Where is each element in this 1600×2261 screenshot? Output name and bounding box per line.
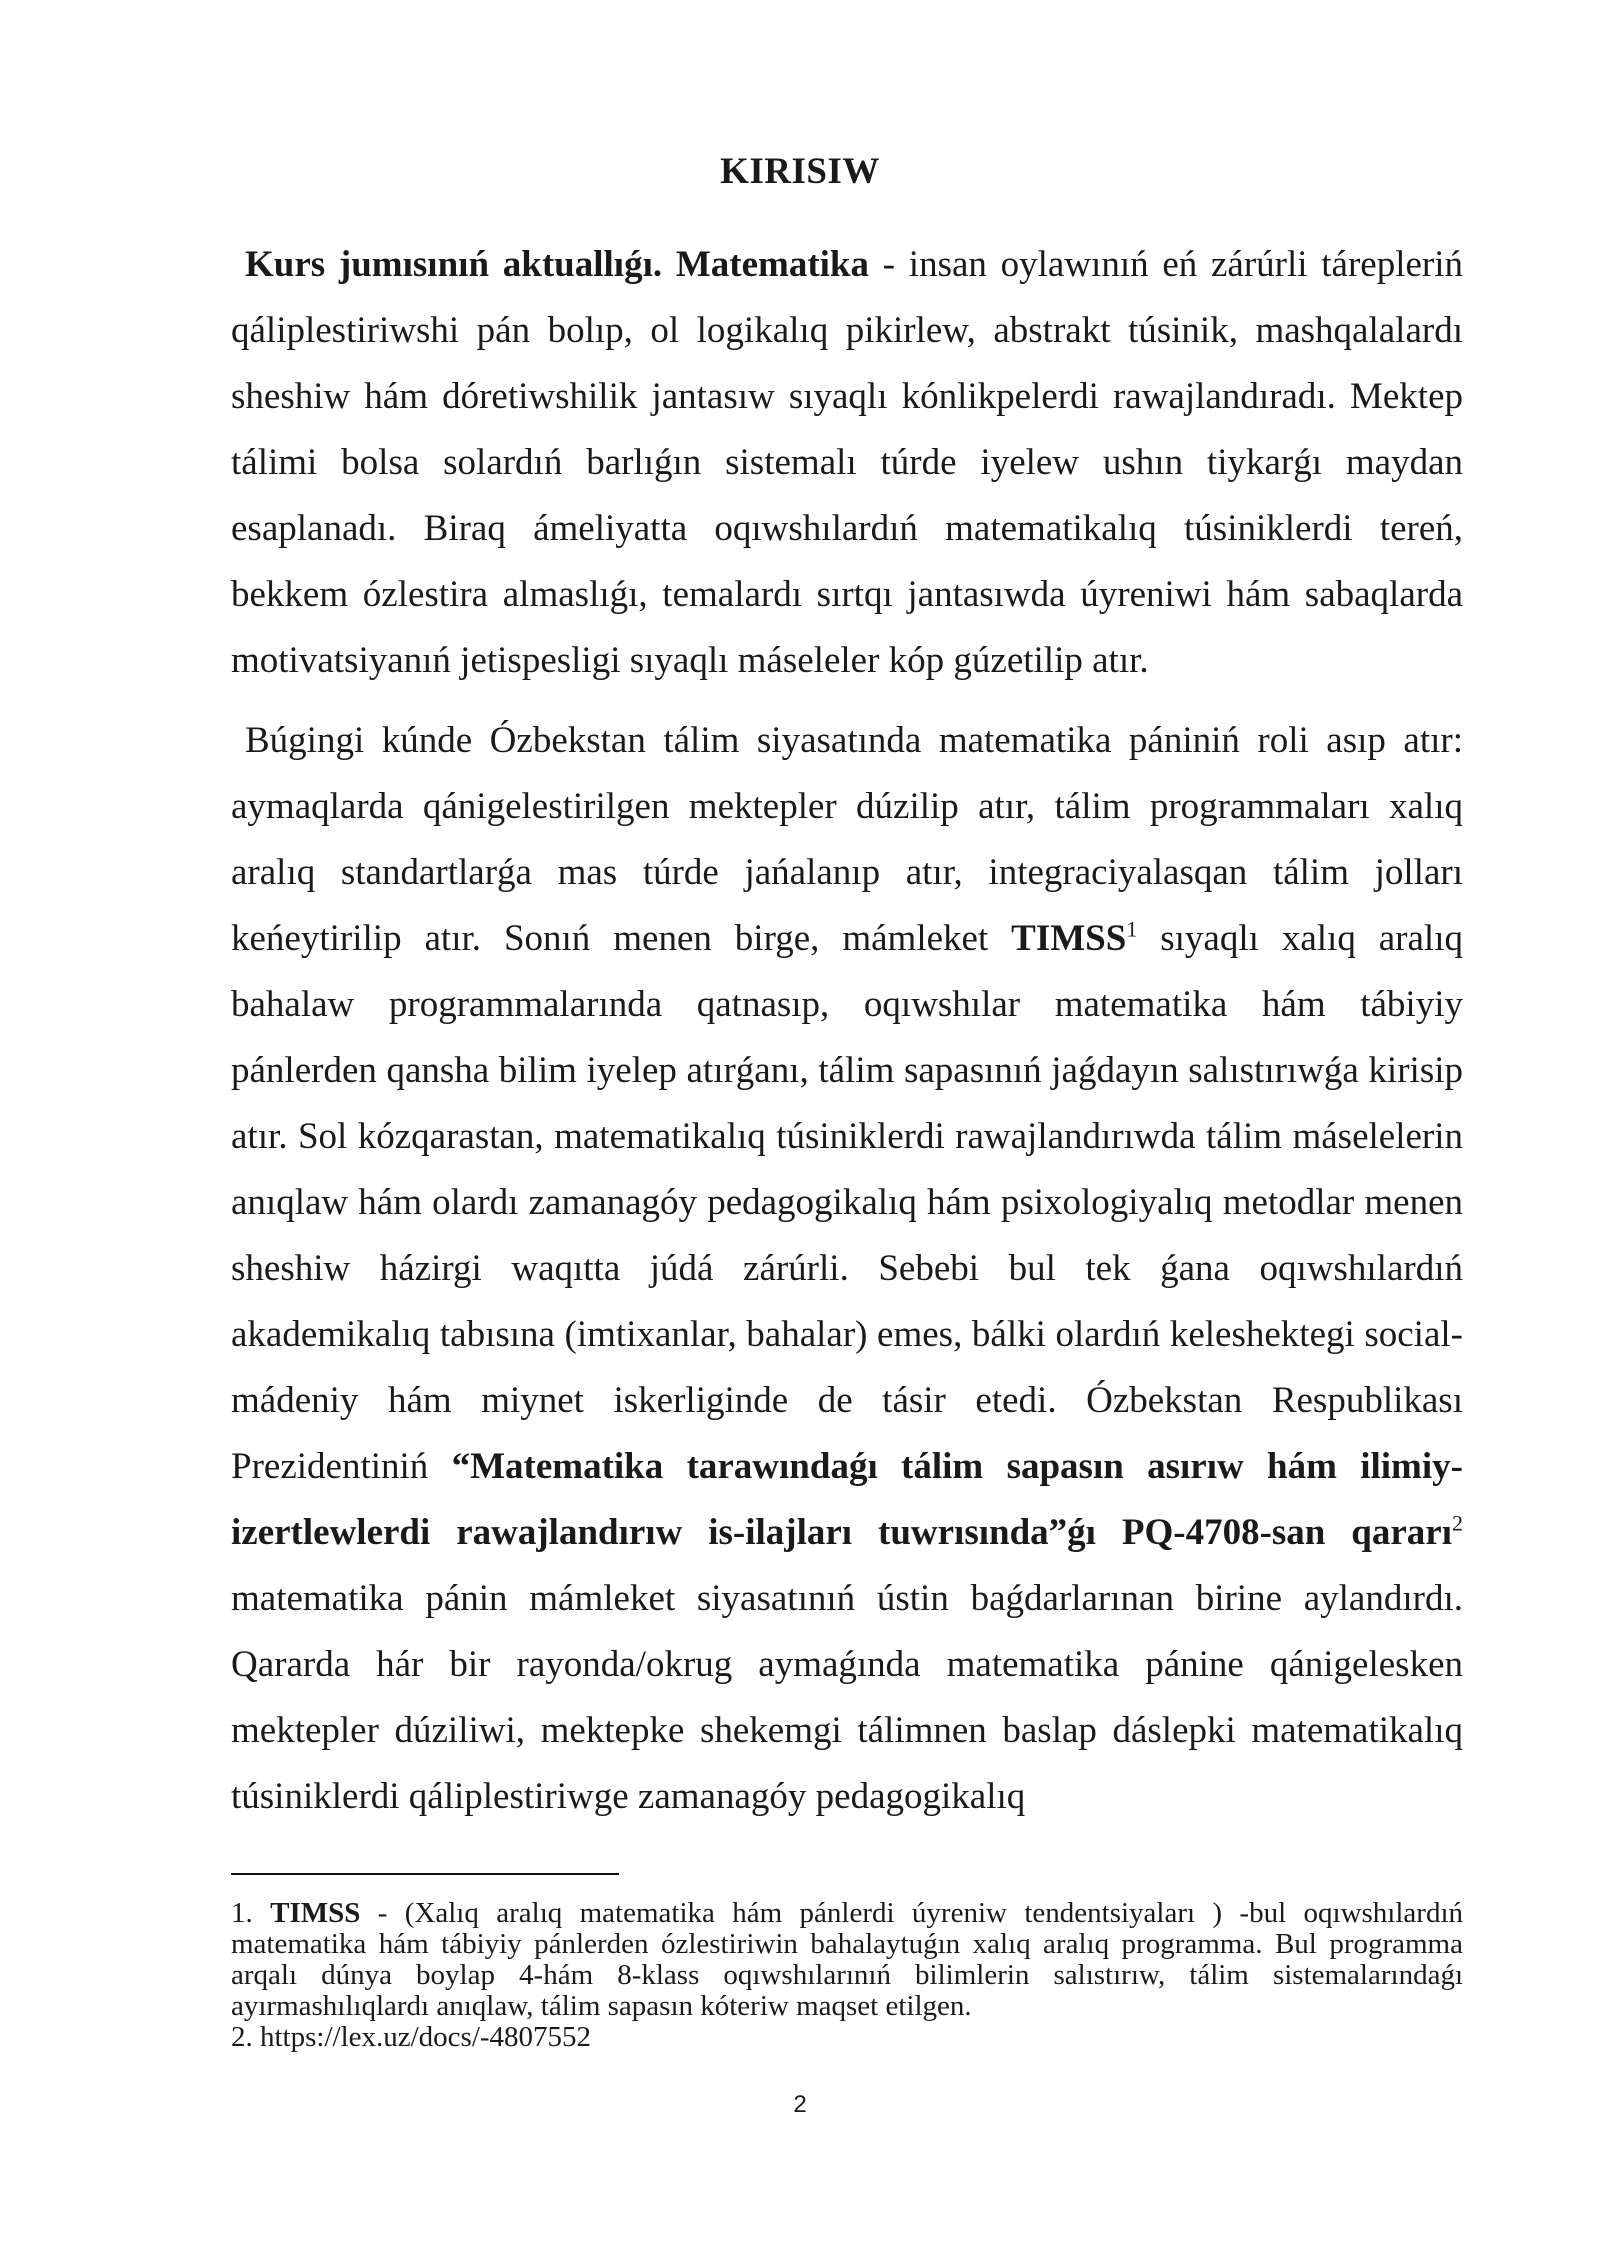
body-text xyxy=(231,232,1463,1830)
footnotes xyxy=(231,1898,1463,2053)
paragraph-1-text: - insan oylawınıń eń zárúrli tárepleriń qáliplestiriwshi pán bolıp, ol logikalıq pikirlew, abstrakt túsinik, mashqalalardı sheshiw hám dóretiwshilik jantasıw sıyaqlı kónlikpelerdi rawajlandıradı. Mektep tálimi bolsa solardıń barlıǵın sistemalı túrde iyelew ushın tiykarǵı maydan esaplanadı. Biraq ámeliyatta oqıwshılardıń matematikalıq túsiniklerdi tereń, bekkem ózlestira almaslıǵı, temalardı sırtqı jantasıwda úyreniwi hám sabaqlarda motivatsiyanıń jetispesligi sıyaqlı máseleler kóp gúzetilip atır. xyxy=(231,244,1464,681)
footnote-1-number: 1. xyxy=(231,1897,253,1929)
footnote-ref-1[interactable]: 1 xyxy=(1126,916,1138,942)
footnote-1-term: TIMSS xyxy=(270,1897,361,1929)
page-number: 2 xyxy=(793,2091,807,2118)
term-timss: TIMSS xyxy=(1011,918,1127,959)
footnote-1 xyxy=(231,1898,1463,2022)
paragraph-relevance xyxy=(231,232,1463,694)
decree-title: “Matematika tarawındaǵı tálim sapasın asırıw hám ilimiy-izertlewlerdi rawajlandırıw is-ilajları tuwrısında”ǵı PQ-4708-san qararı xyxy=(231,1446,1463,1553)
footnote-divider xyxy=(231,1873,619,1875)
paragraph-policy xyxy=(231,708,1463,1830)
paragraph-2-text-b: sıyaqlı xalıq aralıq bahalaw programmalarında qatnasıp, oqıwshılar matematika hám tábiyiy pánlerden qansha bilim iyelep atırǵanı, tálim sapasınıń jaǵdayın salıstırıwǵa kirisip atır. Sol kózqarastan, matematikalıq túsiniklerdi rawajlandırıwda tálim máselelerin anıqlaw hám olardı zamanagóy pedagogikalıq hám psixologiyalıq metodlar menen sheshiw házirgi waqıtta júdá zárúrli. Sebebi bul tek ǵana oqıwshılardıń akademikalıq tabısına (imtixanlar, bahalar) emes, bálki olardıń keleshektegi social-mádeniy hám miynet iskerliginde de tásir etedi. Ózbekstan Respublikası Prezidentiniń xyxy=(231,918,1463,1487)
paragraph-2-text-c: matematika pánin mámleket siyasatınıń ústin baǵdarlarınan birine aylandırdı. Qararda hár bir rayonda/okrug aymaǵında matematika pánine qánigelesken mektepler dúziliwi, mektepke shekemgi tálimnen baslap dáslepki matematikalıq túsiniklerdi qáliplestiriwge zamanagóy pedagogikalıq xyxy=(231,1578,1463,1817)
footnote-1-text: - (Xalıq aralıq matematika hám pánlerdi úyreniw tendentsiyaları ) -bul oqıwshılardıń matematika hám tábiyiy pánlerden ózlestiriwin bahalaytuǵın xalıq aralıq programma. Bul programma arqalı dúnya boylap 4-hám 8-klass oqıwshılarınıń bilimlerin salıstırıw, tálim sistemalarındaǵı ayırmashılıqlardı anıqlaw, tálim sapasın kóteriw maqset etilgen. xyxy=(231,1897,1464,2022)
term-matematika: Matematika xyxy=(675,244,870,285)
paragraph-2-text-a: Búgingi kúnde Ózbekstan tálim siyasatında matematika pániniń roli asıp atır: aymaqlarda qánigelestirilgen mektepler dúzilip atır, tálim programmaları xalıq aralıq standartlarǵa mas túrde jańalanıp atır, integraciyalasqan tálim jolları keńeytirilip atır. Sonıń menen birge, mámleket xyxy=(231,720,1463,959)
footnote-ref-2[interactable]: 2 xyxy=(1452,1510,1463,1536)
footnote-2[interactable]: 2. https://lex.uz/docs/-4807552 xyxy=(231,2021,592,2053)
lead-heading: Kurs jumısınıń aktuallıǵı. xyxy=(245,244,663,285)
page-title: KIRISIW xyxy=(720,151,880,192)
